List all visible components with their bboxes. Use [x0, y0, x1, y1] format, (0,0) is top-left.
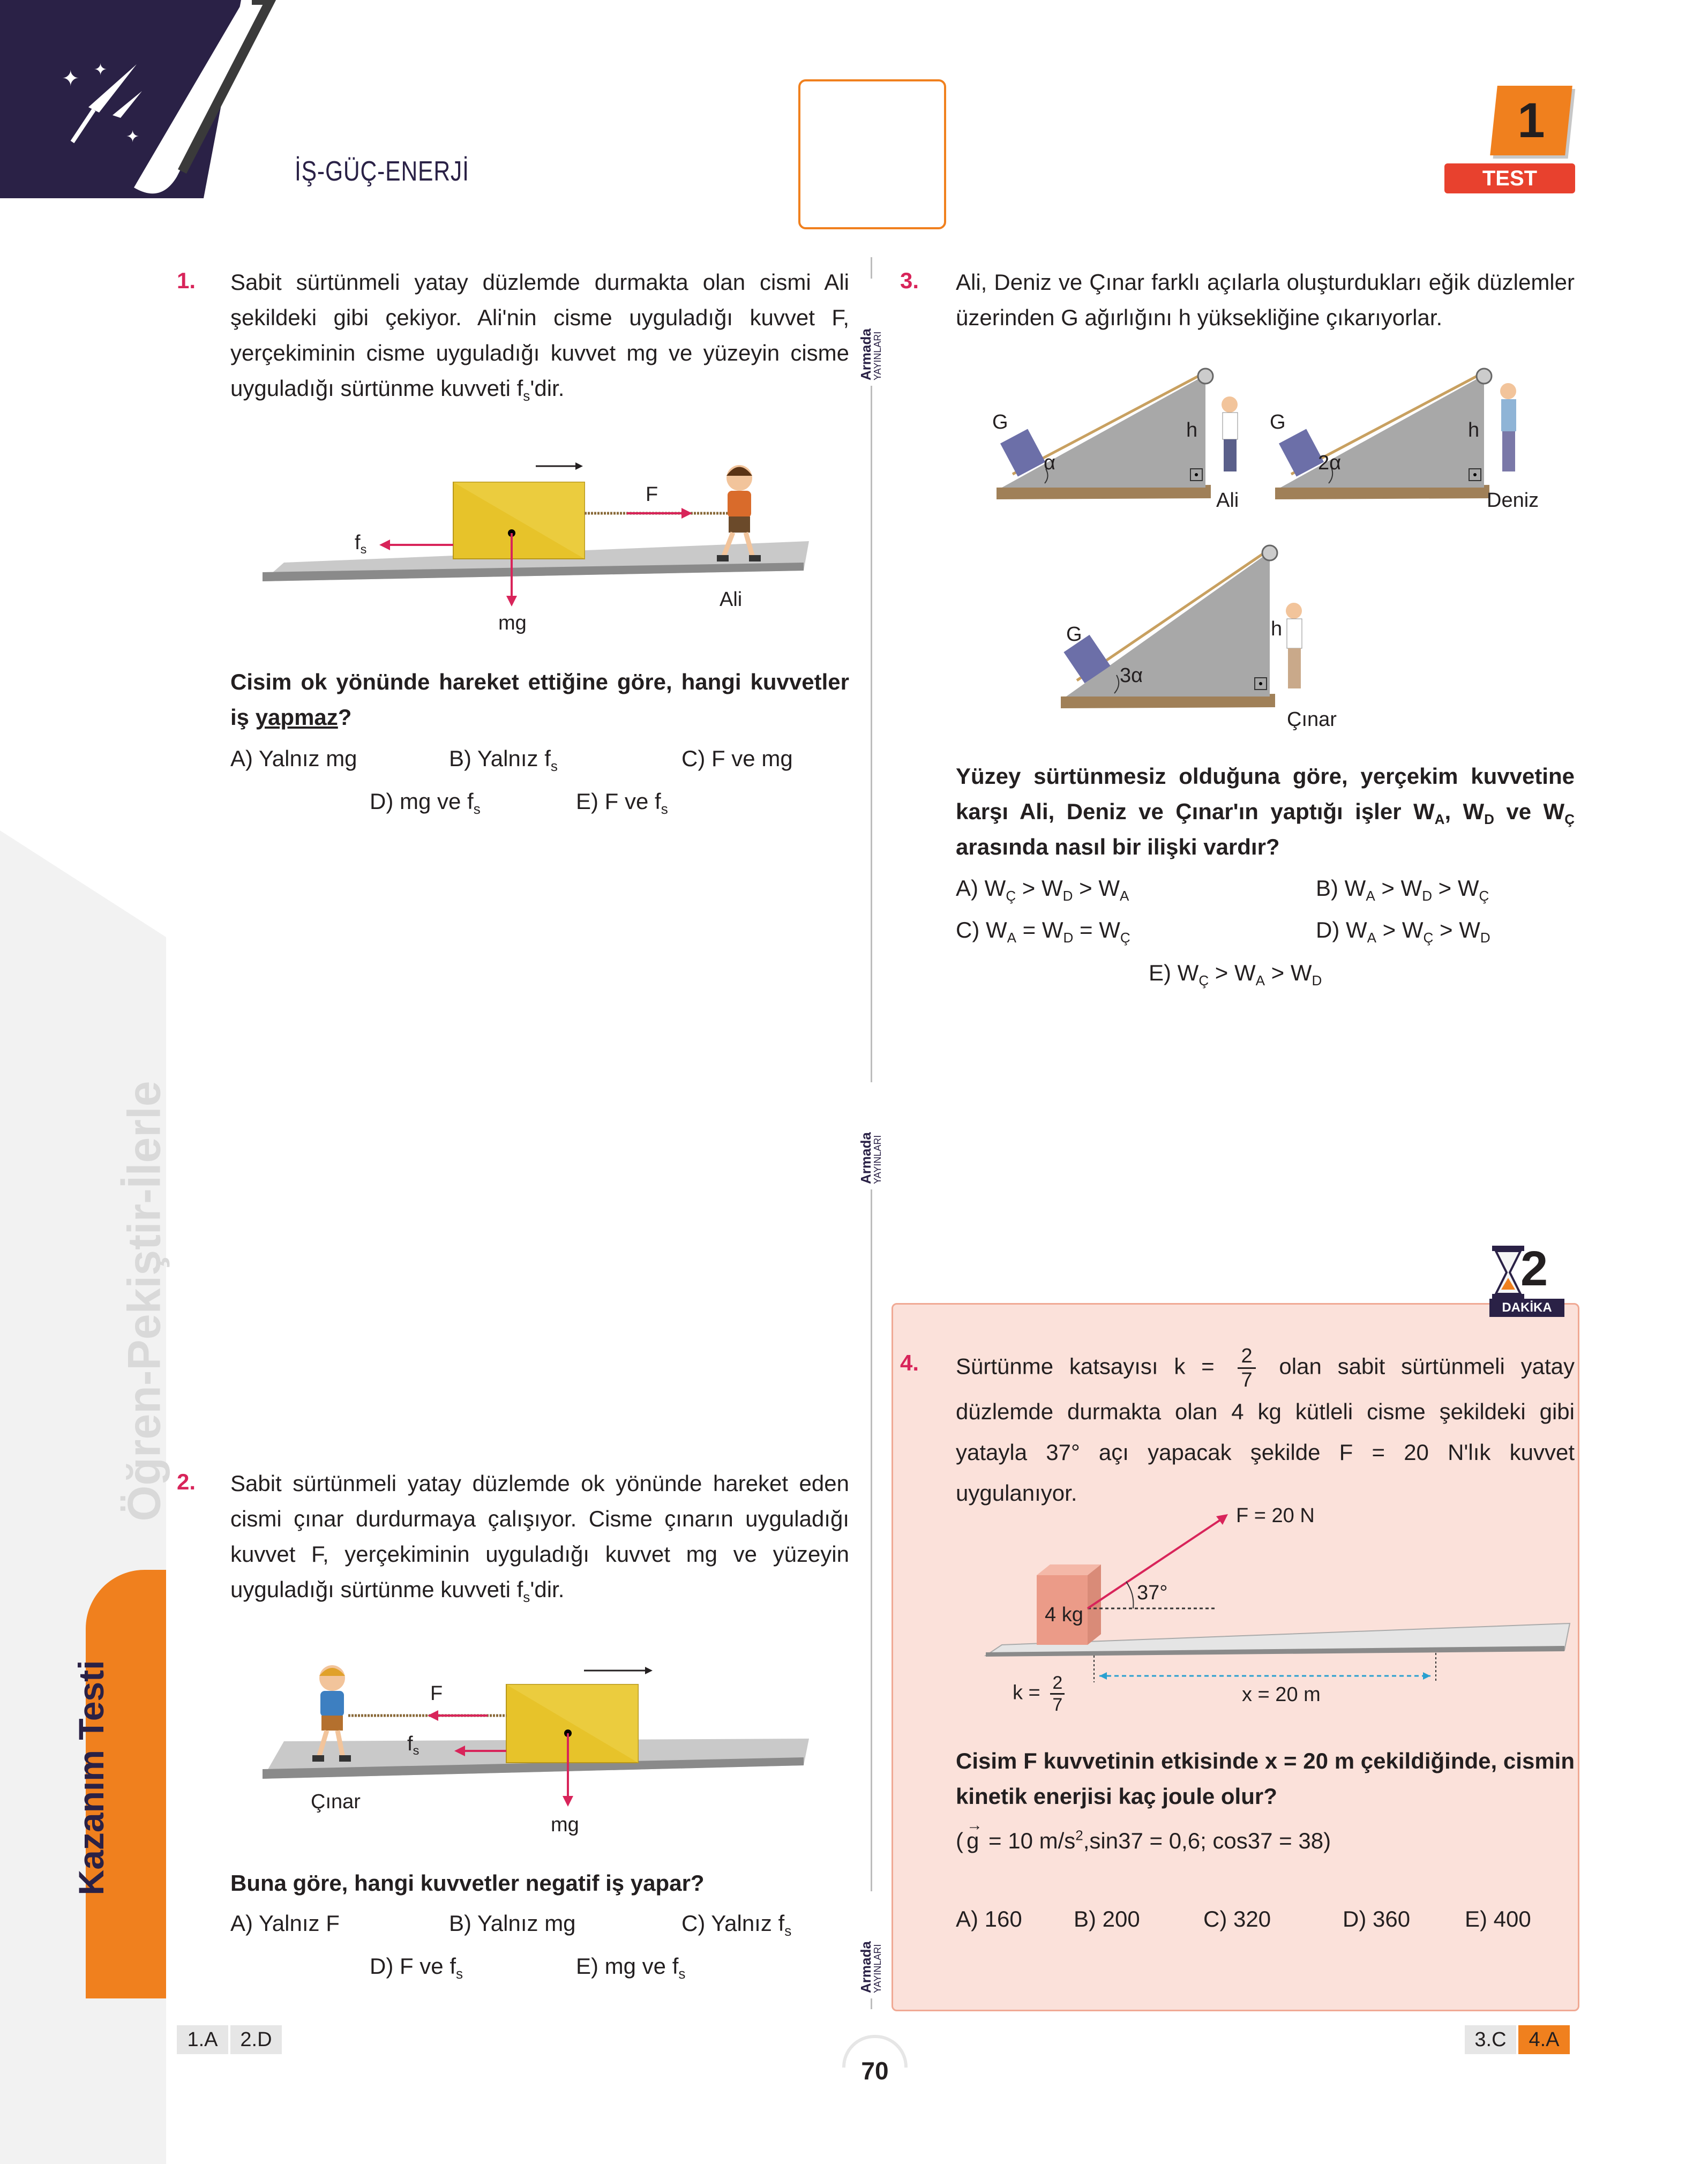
q2-label-mg: mg: [551, 1814, 579, 1836]
publisher-logo-1: Armada YAYINLARI: [856, 279, 888, 386]
q1-option-a[interactable]: A) Yalnız mg: [230, 746, 357, 771]
q3-text: Ali, Deniz ve Çınar farklı açılarla oluşturdukları eğik düzlemler üzerinden G ağırlığını h yüksekliğine çıkarıyorlar.: [956, 269, 1575, 330]
q4-label-force: F = 20 N: [1236, 1504, 1315, 1527]
q3-number: 3.: [900, 268, 919, 293]
answer-key-2: 2.D: [230, 2025, 282, 2054]
q3-angle-1: α: [1044, 452, 1055, 474]
publisher-logo-3: Armada YAYINLARI: [856, 1891, 888, 1998]
svg-text:✦: ✦: [126, 128, 140, 146]
q2-number: 2.: [177, 1469, 196, 1494]
q3-person-3: Çınar: [1287, 708, 1337, 731]
q3-angle-2: 2α: [1318, 452, 1342, 474]
q2-text: Sabit sürtünmeli yatay düzlemde ok yönünde hareket eden cismi çınar durdurmaya çalışıyor. Cisme çınarın uyguladığı kuvvet F, yerçekiminin uyguladığı kuvvet mg ve yüzeyin uyguladığı sürtünme kuvveti $f_s'dir$.: [230, 1471, 849, 1606]
series-text: Öğren-Pekiştir-İlerle: [118, 1081, 170, 1522]
test-label: TEST: [1444, 163, 1575, 193]
q1-label-mg: mg: [498, 612, 527, 634]
q3-height-1: h: [1186, 419, 1198, 441]
q3-person-1: Ali: [1216, 489, 1239, 512]
q4-label-angle: 37°: [1137, 1582, 1168, 1604]
q3-height-2: h: [1468, 419, 1480, 441]
name-box: [798, 79, 946, 229]
q1-option-b[interactable]: B) Yalnız $f_s$: [449, 746, 558, 775]
q1-label-force: F: [646, 483, 658, 506]
q3-height-3: h: [1271, 618, 1283, 640]
q3-weight-2: G: [1270, 411, 1286, 433]
chapter-title: İŞ-GÜÇ-ENERJİ: [295, 156, 469, 187]
q3-person-2: Deniz: [1487, 489, 1539, 512]
publisher-logo-2: Armada YAYINLARI: [856, 1082, 888, 1189]
answer-key-4: 4.A: [1518, 2025, 1570, 2054]
q2-option-e[interactable]: E) mg ve $f_s$: [576, 1953, 686, 1982]
q2-option-c[interactable]: C) Yalnız $f_s$: [681, 1911, 792, 1940]
q1-figure: [263, 455, 825, 648]
q4-given: ( → g = 10 $m/s^2,\sin 37 = 0,6$; cos37 = 38): [956, 1816, 1331, 1853]
q3-question: Yüzey sürtünmesiz olduğuna göre, yerçekim kuvvetine karşı Ali, Deniz ve Çınar'ın yaptığı işler $W_A$, $W_D$ ve $W_Ç$ arasında nasıl bir ilişki vardır?: [956, 763, 1575, 859]
test-number-badge: [1490, 86, 1572, 155]
svg-text:✦: ✦: [62, 66, 80, 91]
q4-badge-label: DAKİKA: [1489, 1299, 1564, 1317]
q4-label-k: k = $\frac{2}{7}$: [1013, 1673, 1065, 1715]
q3-angle-3: 3α: [1120, 664, 1143, 687]
q2-label-person: Çınar: [311, 1791, 361, 1813]
q4-badge-number: 2: [1520, 1241, 1548, 1296]
q3-option-c[interactable]: C) $W_A = W_D = W_Ç$: [956, 917, 1130, 946]
q1-option-d[interactable]: D) mg ve $f_s$: [370, 789, 481, 818]
q3-option-a[interactable]: A) $W_Ç > W_D > W_A$: [956, 875, 1129, 904]
q3-weight-3: G: [1066, 623, 1082, 646]
q4-option-d[interactable]: D) 360: [1343, 1906, 1411, 1931]
rocket-logo-icon: [56, 54, 158, 150]
q1-label-f: $f_s$: [355, 531, 367, 557]
q3-option-b[interactable]: B) $W_A > W_D > W_Ç$: [1316, 875, 1489, 904]
q4-question: Cisim F kuvvetinin etkisinde x = 20 m çekildiğinde, cismin kinetik enerjisi kaç joule olur?: [956, 1748, 1575, 1809]
q3-option-d[interactable]: D) $W_A > W_Ç > W_D$: [1316, 917, 1490, 946]
page-number: 70: [861, 2057, 889, 2085]
q2-label-force: F: [430, 1682, 443, 1705]
test-number: 1: [1517, 93, 1545, 148]
q4-option-a[interactable]: A) 160: [956, 1906, 1022, 1931]
q1-text: Sabit sürtünmeli yatay düzlemde durmakta olan cismi Ali şekildeki gibi çekiyor. Ali'nin cisme uyguladığı kuvvet F, yerçekiminin cisme uyguladığı kuvvet mg ve yüzeyin cisme uyguladığı sürtünme kuvveti $f_s'dir$.: [230, 269, 849, 405]
q1-question: Cisim ok yönünde hareket ettiğine göre, hangi kuvvetler iş yapmaz?: [230, 669, 849, 730]
q2-option-d[interactable]: D) F ve $f_s$: [370, 1953, 463, 1982]
q3-option-e[interactable]: E) $W_Ç > W_A > W_D$: [1149, 960, 1322, 989]
kazanim-tab-label: Kazanım Testi: [71, 1660, 111, 1896]
q2-option-a[interactable]: A) Yalnız F: [230, 1911, 340, 1936]
q1-option-c[interactable]: C) F ve mg: [681, 746, 793, 771]
q2-question: Buna göre, hangi kuvvetler negatif iş yapar?: [230, 1870, 705, 1896]
q3-weight-1: G: [992, 411, 1008, 433]
q4-number: 4.: [900, 1350, 919, 1375]
q4-label-mass: 4 kg: [1045, 1604, 1083, 1626]
answer-key-1: 1.A: [177, 2025, 228, 2054]
answer-key-3: 3.C: [1465, 2025, 1516, 2054]
q4-label-distance: x = 20 m: [1242, 1683, 1321, 1706]
q4-option-c[interactable]: C) 320: [1203, 1906, 1271, 1931]
q4-option-e[interactable]: E) 400: [1465, 1906, 1531, 1931]
q4-option-b[interactable]: B) 200: [1074, 1906, 1140, 1931]
q1-label-person: Ali: [720, 588, 743, 611]
q2-option-b[interactable]: B) Yalnız mg: [449, 1911, 576, 1936]
svg-text:✦: ✦: [94, 61, 108, 79]
q2-label-f: $f_s$: [407, 1733, 419, 1758]
q1-number: 1.: [177, 268, 196, 293]
q4-text: Sürtünme katsayısı k = $\frac{2}{7}$ olan sabit sürtünmeli yatay düzlemde durmakta olan 4 kg kütleli cisme şekildeki gibi yatayla 37° açı yapacak şekilde F = 20 N'lık kuvvet uygulanıyor.: [956, 1345, 1575, 1506]
q1-option-e[interactable]: E) F ve $f_s$: [576, 789, 668, 818]
